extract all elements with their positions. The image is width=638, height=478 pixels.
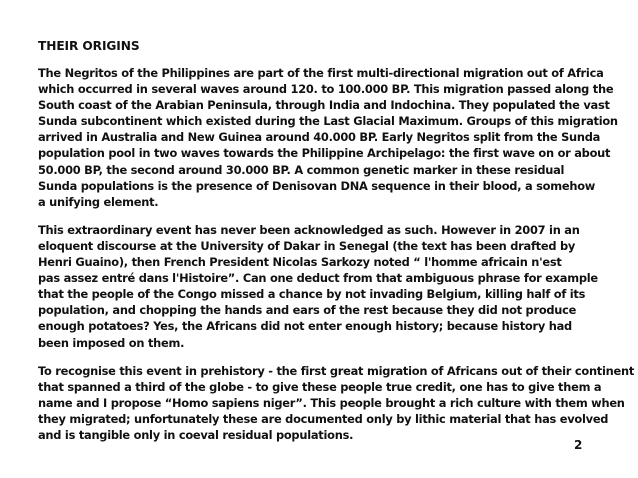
text-line: eloquent discourse at the University of Dakar in Senegal (the text has been drafted by xyxy=(38,238,576,253)
text-line: arrived in Australia and New Guinea around 40.000 BP. Early Negritos split from the Sunda xyxy=(38,130,601,145)
text-line: 50.000 BP, the second around 30.000 BP. A common genetic marker in these residual xyxy=(38,162,565,177)
text-line: To recognise this event in prehistory - the first great migration of Africans out of their continent xyxy=(38,363,635,378)
text-line: Henri Guaino), then French President Nicolas Sarkozy noted “ l'homme africain n'est xyxy=(38,255,562,270)
document-page xyxy=(38,38,635,455)
text-line: that the people of the Congo missed a chance by not invading Belgium, killing half of its xyxy=(38,287,586,302)
text-line: population pool in two waves towards the Philippine Archipelago: the first wave on or about xyxy=(38,146,611,161)
text-line: population, and chopping the hands and ears of the rest because they did not produce xyxy=(38,303,577,318)
text-line: Sunda populations is the presence of Denisovan DNA sequence in their blood, a somehow xyxy=(38,178,596,193)
text-line: which occurred in several waves around 120. to 100.000 BP. This migration passed along the xyxy=(38,82,614,97)
text-line: The Negritos of the Philippines are part of the first multi-directional migration out of Africa xyxy=(38,66,604,80)
paragraph-recognition xyxy=(38,363,635,443)
paragraph-origins xyxy=(38,65,618,210)
text-line: they migrated; unfortunately these are documented only by lithic material that has evolved xyxy=(38,411,609,426)
text-line: pas assez entré dans l'Histoire”. Can one deduct from that ambiguous phrase for example xyxy=(38,271,598,286)
page-number: 2 xyxy=(574,438,583,452)
text-line: Sunda subcontinent which existed during the Last Glacial Maximum. Groups of this migration xyxy=(38,114,618,129)
text-line: that spanned a third of the globe - to give these people true credit, one has to give them a xyxy=(38,379,602,394)
text-line: been imposed on them. xyxy=(38,335,185,350)
paragraph-acknowledgement xyxy=(38,222,618,351)
text-line: a unifying element. xyxy=(38,194,159,209)
text-line: and is tangible only in coeval residual populations. xyxy=(38,427,354,442)
text-line: name and I propose “Homo sapiens niger”. This people brought a rich culture with them when xyxy=(38,395,625,410)
text-line: This extraordinary event has never been acknowledged as such. However in 2007 in an xyxy=(38,222,580,237)
section-heading: THEIR ORIGINS xyxy=(38,39,140,53)
text-line: enough potatoes? Yes, the Africans did not enter enough history; because history had xyxy=(38,319,572,334)
text-line: South coast of the Arabian Peninsula, through India and Indochina. They populated the vast xyxy=(38,98,610,113)
